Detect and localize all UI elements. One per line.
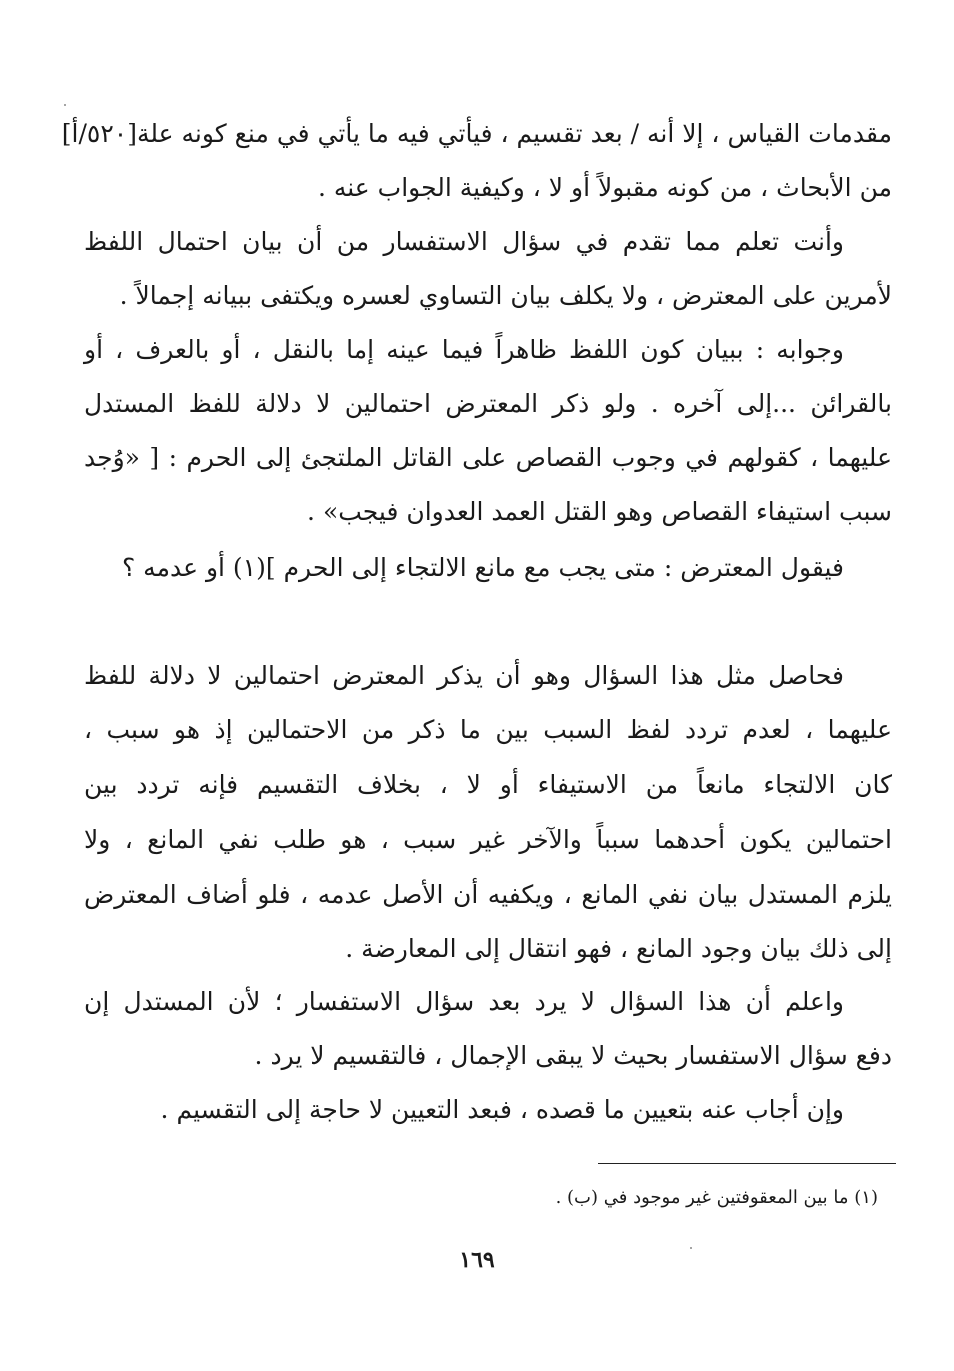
text-line: يلزم المستدل بيان نفي المانع ، ويكفيه أن الأصل عدمه ، فلو أضاف المعترض [84,880,892,909]
text-line: وإن أجاب عنه بتعيين ما قصده ، فبعد التعيين لا حاجة إلى التقسيم . [160,1095,844,1124]
text-line: إلى ذلك بيان وجود المانع ، فهو انتقال إلى المعارضة . [345,934,892,963]
footnote-divider [598,1163,896,1164]
text-line: فيقول المعترض : متى يجب مع مانع الالتجاء إلى الحرم ](١) أو عدمه ؟ [121,553,844,582]
text-line: دفع سؤال الاستفسار بحيث لا يبقى الإجمال ، فالتقسيم لا يرد . [254,1041,892,1070]
text-line: وجوابه : ببيان كون اللفظ ظاهراً فيما عينه إما بالنقل ، أو بالعرف ، أو [84,335,844,364]
text-line: عليهما ، لعدم تردد لفظ السبب بين ما ذكر من الاحتمالين إذ هو سبب ، [84,715,892,744]
scan-speck [690,1247,692,1249]
scan-speck [64,104,66,106]
text-line: كان الالتجاء مانعاً من الاستيفاء أو لا ، بخلاف التقسيم فإنه تردد بين [84,770,892,799]
footnote: (١) ما بين المعقوفتين غير موجود في (ب) . [555,1187,878,1208]
text-line: مقدمات القياس ، إلا أنه / بعد تقسيم ، فيأتي فيه ما يأتي في منع كونه علة[٥٢٠/أ] [61,119,892,148]
text-line: فحاصل مثل هذا السؤال وهو أن يذكر المعترض احتمالين لا دلالة للفظ [84,661,844,690]
text-line: بالقرائن ...إلى آخره . ولو ذكر المعترض احتمالين لا دلالة للفظ المستدل [84,389,892,418]
page-number: ١٦٩ [459,1247,495,1273]
text-line: وأنت تعلم مما تقدم في سؤال الاستفسار من أن بيان احتمال اللفظ [84,227,844,256]
text-line: من الأبحاث ، من كونه مقبولاً أو لا ، وكيفية الجواب عنه . [317,173,892,202]
text-line: عليهما ، كقولهم في وجوب القصاص على القاتل الملتجئ إلى الحرم : [ «وُجد [84,443,892,472]
text-line: لأمرين على المعترض ، ولا يكلف بيان التساوي لعسره ويكتفى ببيانه إجمالاً . [119,281,892,310]
text-line: احتمالين يكون أحدهما سبباً والآخر غير سبب ، هو طلب نفي المانع ، ولا [84,825,892,854]
text-line: سبب استيفاء القصاص وهو القتل العمد العدوان فيجب» . [307,497,892,526]
text-line: واعلم أن هذا السؤال لا يرد بعد سؤال الاستفسار ؛ لأن المستدل إن [84,987,844,1016]
